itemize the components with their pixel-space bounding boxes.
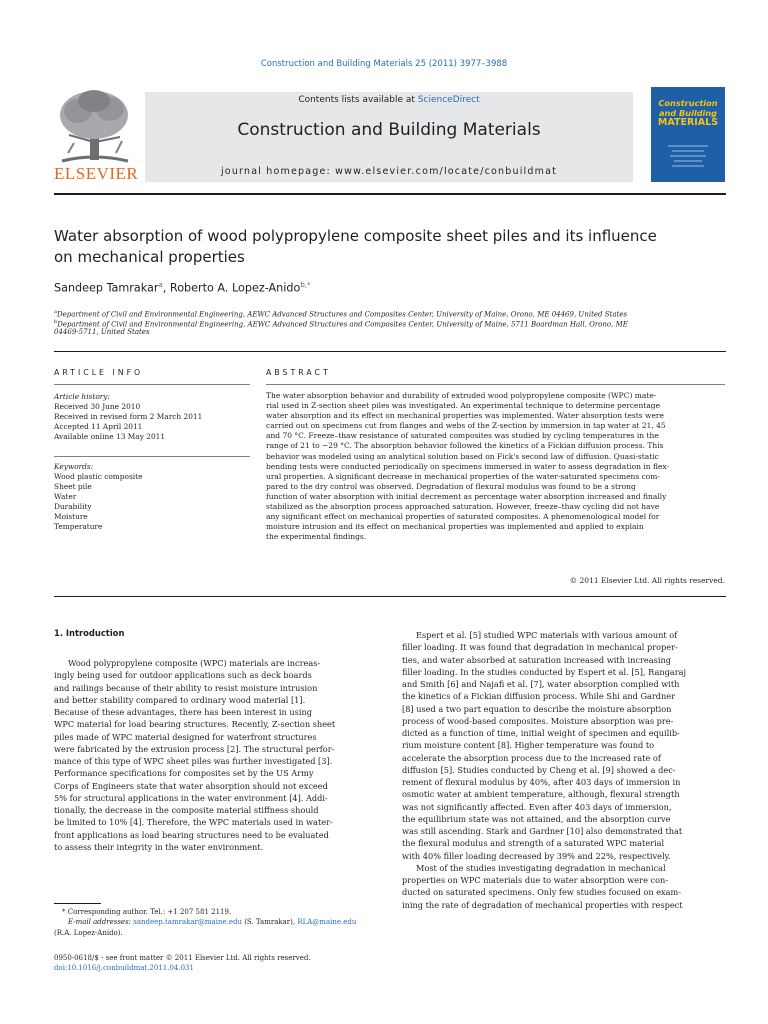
keyword: Sheet pile bbox=[54, 482, 92, 491]
affiliation-ref[interactable]: b,* bbox=[300, 281, 311, 289]
affiliation-b: $^b$Department of Civil and Environmental Engineering, AEWC Advanced Structures and Composites Center, University of Maine, 5711 Boardman Hall, Orono, ME bbox=[54, 319, 628, 329]
affiliation-a: $^a$Department of Civil and Environmental Engineering, AEWC Advanced Structures and Composites Center, University of Maine, Orono, ME 04469, United States bbox=[54, 309, 628, 319]
author-name: Roberto A. Lopez-Anido bbox=[169, 281, 301, 295]
cover-text-lines bbox=[664, 142, 712, 172]
keyword: Wood plastic composite bbox=[54, 472, 143, 481]
journal-cover-title: Construction and Building MATERIALS bbox=[657, 98, 719, 128]
divider bbox=[54, 596, 726, 597]
keyword: Water bbox=[54, 492, 77, 501]
page-footer: 0950-0618/$ - see front matter © 2011 Elsevier Ltd. All rights reserved. doi:10.1016/j.conbuildmat.2011.04.031 bbox=[54, 953, 454, 974]
doi-link[interactable]: doi:10.1016/j.conbuildmat.2011.04.031 bbox=[54, 964, 194, 973]
footnote-rule bbox=[54, 903, 101, 904]
article-history: Article history: Received 30 June 2010 Received in revised form 2 March 2011 Accepted 11 April 2011 Available online 13 May 2011 bbox=[54, 392, 203, 441]
keyword: Moisture bbox=[54, 512, 88, 521]
abstract-copyright: © 2011 Elsevier Ltd. All rights reserved. bbox=[569, 576, 725, 585]
keyword: Durability bbox=[54, 502, 92, 511]
email-link[interactable]: sandeep.tamrakar@maine.edu bbox=[133, 918, 242, 927]
sciencedirect-link[interactable]: ScienceDirect bbox=[417, 95, 480, 105]
affiliation-b-cont: 04469-5711, United States bbox=[54, 328, 150, 336]
article-info-heading: ARTICLE INFO bbox=[54, 368, 144, 377]
divider bbox=[266, 384, 725, 385]
divider bbox=[54, 384, 250, 385]
article-title: Water absorption of wood polypropylene composite sheet piles and its influence on mechanical properties bbox=[54, 227, 657, 266]
affiliation-ref[interactable]: a bbox=[158, 281, 163, 289]
intro-right-column: Espert et al. [5] studied WPC materials with various amount of filler loading. It was found that degradation in mechanical proper- ties, and water absorbed at saturation increased with increasing filler loading. In the studies conducted by Espert et al. [5], Rangaraj and Smith [6] and Najafi et al. [7], water absorption complied with the kinetics of a Fickian diffusion process. While Shi and Gardner [8] used a two part equation to describe the moisture absorption process of wood-based composites. Moisture absorption was pre- dicted as a function of time, initial weight of specimen and equilib- rium moisture content [8]. Higher temperature was found to accelerate the absorption process due to the increased rate of diffusion [5]. Studies conducted by Cheng et al. [9] showed a dec- rement of flexural modulus by 40%, after 403 days of immersion in osmotic water at ambient temperature, although, flexural strength was not significantly affected. Even after 403 days of immersion, the equilibrium state was not attained, and the absorption curve was still ascending. Stark and Gardner [10] also demonstrated that the flexural modulus and strength of a saturated WPC material with 40% filler loading decreased by 39% and 22%, respectively. Most of the studies investigating degradation in mechanical properties on WPC materials due to water absorption were con- ducted on saturated specimens. Only few studies focused on exam- ining the rate of degradation of mechanical properties with respect bbox=[402, 630, 687, 910]
divider bbox=[54, 351, 726, 352]
abstract-heading: ABSTRACT bbox=[266, 368, 331, 377]
journal-title: Construction and Building Materials bbox=[237, 120, 541, 140]
elsevier-wordmark: ELSEVIER bbox=[54, 164, 139, 183]
journal-citation[interactable]: Construction and Building Materials 25 (2011) 3977–3988 bbox=[260, 59, 508, 69]
section-heading: 1. Introduction bbox=[54, 628, 125, 638]
keyword: Temperature bbox=[54, 522, 103, 531]
header-rule bbox=[54, 193, 726, 195]
footnote: * Corresponding author. Tel.: +1 207 581 2119. E-mail addresses: sandeep.tamrakar@maine.edu (S. Tamrakar), RLA@maine.edu (R.A. Lopez-Anido). bbox=[54, 908, 357, 937]
keywords-list: Keywords: Wood plastic composite Sheet pile Water Durability Moisture Temperature bbox=[54, 462, 250, 532]
contents-available: Contents lists available at ScienceDirect bbox=[298, 95, 480, 105]
author-list: Sandeep Tamrakar$^a$, Roberto A. Lopez-Anido$^{b,*}$ bbox=[54, 281, 311, 295]
intro-left-column: Wood polypropylene composite (WPC) materials are increas- ingly being used for outdoor applications such as deck boards and railings because of their ability to resist moisture intrusion and better stability compared to ordinary wood material [1]. Because of these advantages, there has been interest in using WPC material for load bearing structures. Recently, Z-section sheet piles made of WPC material designed for waterfront structures were fabricated by the extrusion process [2]. The structural perfor- mance of this type of WPC sheet piles was further investigated [3]. Performance specifications for composites set by the US Army Corps of Engineers state that water absorption should not exceed 5% for structural applications in the water environment [4]. Addi- tionally, the decrease in the composite material stiffness should be limited to 10% [4]. Therefore, the WPC materials used in water- front applications as load bearing structures need to be evaluated to assess their integrity in the water environment. bbox=[54, 658, 336, 852]
email-link[interactable]: RLA@maine.edu bbox=[297, 918, 357, 927]
journal-homepage[interactable]: journal homepage: www.elsevier.com/locate/conbuildmat bbox=[220, 166, 558, 177]
divider bbox=[54, 456, 250, 457]
abstract-body: The water absorption behavior and durability of extruded wood polypropylene composite (WPC) mate- rial used in Z-section sheet piles was investigated. An experimental technique to determine percentage water absorption and its effect on mechanical properties was implemented. Water absorption tests were carried out on specimens cut from flanges and webs of the Z-section by immersion in tap water at 21, 45 and 70 °C. Freeze–thaw resistance of saturated composites was studied by cycling temperatures in the range of 21 to −29 °C. The absorption behavior followed the kinetics of a Fickian diffusion process. This behavior was modeled using an analytical solution based on Fick's second law of diffusion. Quasi-static bending tests were conducted periodically on specimens immersed in water to assess degradation in flex- ural properties. A significant decrease in mechanical properties of the water-saturated specimens com- pared to the dry control was observed. Degradation of flexural modulus was found to be a strong function of water absorption with initial decrement as percentage water absorption increased and finally stabilized as the absorption process approached saturation. However, freeze–thaw cycling did not have any significant effect on mechanical properties of saturated composites. A phenomenological model for moisture intrusion and its effect on mechanical properties was implemented and applied to explain the experimental findings. bbox=[266, 391, 670, 542]
author-name: Sandeep Tamrakar bbox=[54, 281, 159, 295]
